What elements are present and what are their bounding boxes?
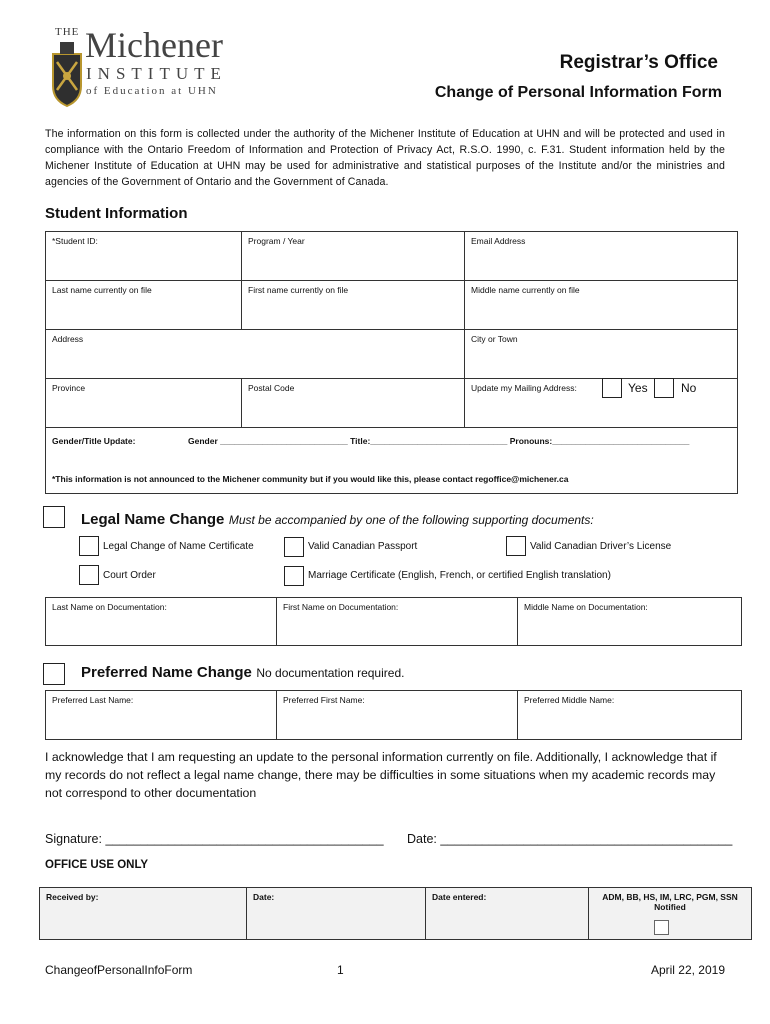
preferred-first-name-field[interactable] bbox=[277, 691, 518, 740]
update-mailing-label: Update my Mailing Address: bbox=[471, 383, 577, 393]
form-title: Change of Personal Information Form bbox=[434, 84, 722, 101]
footer-doc-name: ChangeofPersonalInfoForm bbox=[45, 963, 193, 977]
acknowledgement-text: I acknowledge that I am requesting an update to the personal information currently on file. Additionally, I acknowledge that if my records do not reflect a legal name change, there may be difficulties in some situations when my academic records may not correspond to other documentation bbox=[45, 750, 717, 800]
court-order-label: Court Order bbox=[103, 570, 156, 581]
first-name-field[interactable] bbox=[242, 281, 465, 330]
doc-first-name-field[interactable] bbox=[277, 598, 518, 646]
no-label: No bbox=[681, 381, 697, 395]
last-name-field[interactable] bbox=[46, 281, 242, 330]
postal-code-field[interactable] bbox=[242, 379, 465, 428]
student-id-label: *Student ID: bbox=[52, 236, 98, 246]
email-label: Email Address bbox=[471, 236, 526, 246]
office-use-heading: OFFICE USE ONLY bbox=[45, 859, 149, 871]
legal-name-change-checkbox[interactable] bbox=[43, 506, 65, 528]
legal-name-heading-group bbox=[81, 511, 594, 529]
footer-page-number: 1 bbox=[337, 963, 344, 977]
preferred-middle-name-field[interactable] bbox=[518, 691, 742, 740]
email-field[interactable] bbox=[465, 232, 738, 281]
student-id-field[interactable] bbox=[46, 232, 242, 281]
preferred-middle-name-label: Preferred Middle Name: bbox=[524, 695, 615, 705]
update-mailing-cell bbox=[465, 379, 738, 428]
date-entered-field[interactable] bbox=[426, 888, 589, 940]
preferred-name-heading-group bbox=[81, 664, 404, 682]
date-entered-label: Date entered: bbox=[432, 892, 487, 902]
doc-middle-name-field[interactable] bbox=[518, 598, 742, 646]
program-field[interactable] bbox=[242, 232, 465, 281]
first-name-label: First name currently on file bbox=[248, 285, 349, 295]
middle-name-field[interactable] bbox=[465, 281, 738, 330]
mailing-yes-checkbox[interactable] bbox=[602, 378, 622, 398]
crest-icon bbox=[51, 40, 83, 108]
received-by-label: Received by: bbox=[46, 892, 99, 902]
legal-name-subtitle: Must be accompanied by one of the following supporting documents: bbox=[228, 513, 594, 527]
preferred-name-heading: Preferred Name Change bbox=[81, 664, 252, 681]
passport-label: Valid Canadian Passport bbox=[308, 541, 418, 552]
city-label: City or Town bbox=[471, 334, 518, 344]
marriage-certificate-checkbox[interactable] bbox=[284, 566, 304, 586]
city-field[interactable] bbox=[465, 330, 738, 379]
office-use-table bbox=[39, 887, 752, 940]
yes-label: Yes bbox=[628, 381, 648, 395]
postal-code-label: Postal Code bbox=[248, 383, 295, 393]
announcement-note: *This information is not announced to the Michener community but if you would like this, please contact regoffice@michener.ca bbox=[52, 474, 569, 484]
middle-name-label: Middle name currently on file bbox=[471, 285, 580, 295]
signature-field[interactable]: Signature: ________________________________________ bbox=[45, 832, 384, 846]
province-label: Province bbox=[52, 383, 86, 393]
preferred-last-name-label: Preferred Last Name: bbox=[52, 695, 134, 705]
doc-last-name-field[interactable] bbox=[46, 598, 277, 646]
preferred-first-name-label: Preferred First Name: bbox=[283, 695, 365, 705]
last-name-label: Last name currently on file bbox=[52, 285, 152, 295]
student-info-table bbox=[45, 231, 738, 494]
mailing-no-checkbox[interactable] bbox=[654, 378, 674, 398]
footer-date: April 22, 2019 bbox=[650, 963, 725, 977]
preferred-name-table bbox=[45, 690, 742, 740]
office-date-field[interactable] bbox=[247, 888, 426, 940]
student-info-heading: Student Information bbox=[45, 205, 188, 222]
logo-name: Michener bbox=[85, 25, 223, 65]
preferred-last-name-field[interactable] bbox=[46, 691, 277, 740]
legal-name-heading: Legal Name Change bbox=[81, 511, 225, 528]
legal-change-certificate-label: Legal Change of Name Certificate bbox=[103, 541, 254, 552]
office-date-label: Date: bbox=[253, 892, 275, 902]
doc-last-name-label: Last Name on Documentation: bbox=[52, 602, 167, 612]
registrar-office-heading: Registrar’s Office bbox=[559, 52, 718, 73]
signature-date-field[interactable]: Date: __________________________________________ bbox=[407, 832, 733, 846]
gender-title-update-label: Gender/Title Update: bbox=[52, 436, 136, 446]
marriage-certificate-label: Marriage Certificate (English, French, or certified English translation) bbox=[308, 570, 611, 581]
logo-tagline: of Education at UHN bbox=[86, 85, 218, 97]
doc-middle-name-label: Middle Name on Documentation: bbox=[524, 602, 648, 612]
address-field[interactable] bbox=[46, 330, 465, 379]
logo-the-text: THE bbox=[55, 26, 80, 38]
preferred-name-subtitle: No documentation required. bbox=[256, 666, 405, 680]
preferred-name-change-checkbox[interactable] bbox=[43, 663, 65, 685]
logo-institute: INSTITUTE bbox=[86, 64, 227, 83]
gender-title-pronouns-line[interactable]: Gender ___________________________ Title:_____________________________ Pronouns:_____________________________ bbox=[188, 436, 690, 446]
notified-checkbox[interactable] bbox=[654, 920, 669, 935]
drivers-license-checkbox[interactable] bbox=[506, 536, 526, 556]
notified-cell bbox=[589, 888, 752, 940]
passport-checkbox[interactable] bbox=[284, 537, 304, 557]
address-label: Address bbox=[52, 334, 84, 344]
court-order-checkbox[interactable] bbox=[79, 565, 99, 585]
notified-label: Notified bbox=[654, 902, 686, 912]
legal-change-certificate-checkbox[interactable] bbox=[79, 536, 99, 556]
doc-first-name-label: First Name on Documentation: bbox=[283, 602, 399, 612]
departments-label: ADM, BB, HS, IM, LRC, PGM, SSN bbox=[602, 892, 738, 902]
legal-name-table bbox=[45, 597, 742, 646]
program-label: Program / Year bbox=[248, 236, 305, 246]
drivers-license-label: Valid Canadian Driver’s License bbox=[530, 541, 672, 552]
intro-paragraph: The information on this form is collected under the authority of the Michener Institute of Education at UHN and will be protected and used in compliance with the Ontario Freedom of Information and Protection of Privacy Act, R.S.O. 1990, c. F.31. Student information held by the Michener Institute of Education at UHN may be used for administrative and statistical purposes of the Institute and/or the ministries and agencies of the Government of Ontario and the Government of Canada. bbox=[45, 128, 725, 188]
province-field[interactable] bbox=[46, 379, 242, 428]
received-by-field[interactable] bbox=[40, 888, 247, 940]
